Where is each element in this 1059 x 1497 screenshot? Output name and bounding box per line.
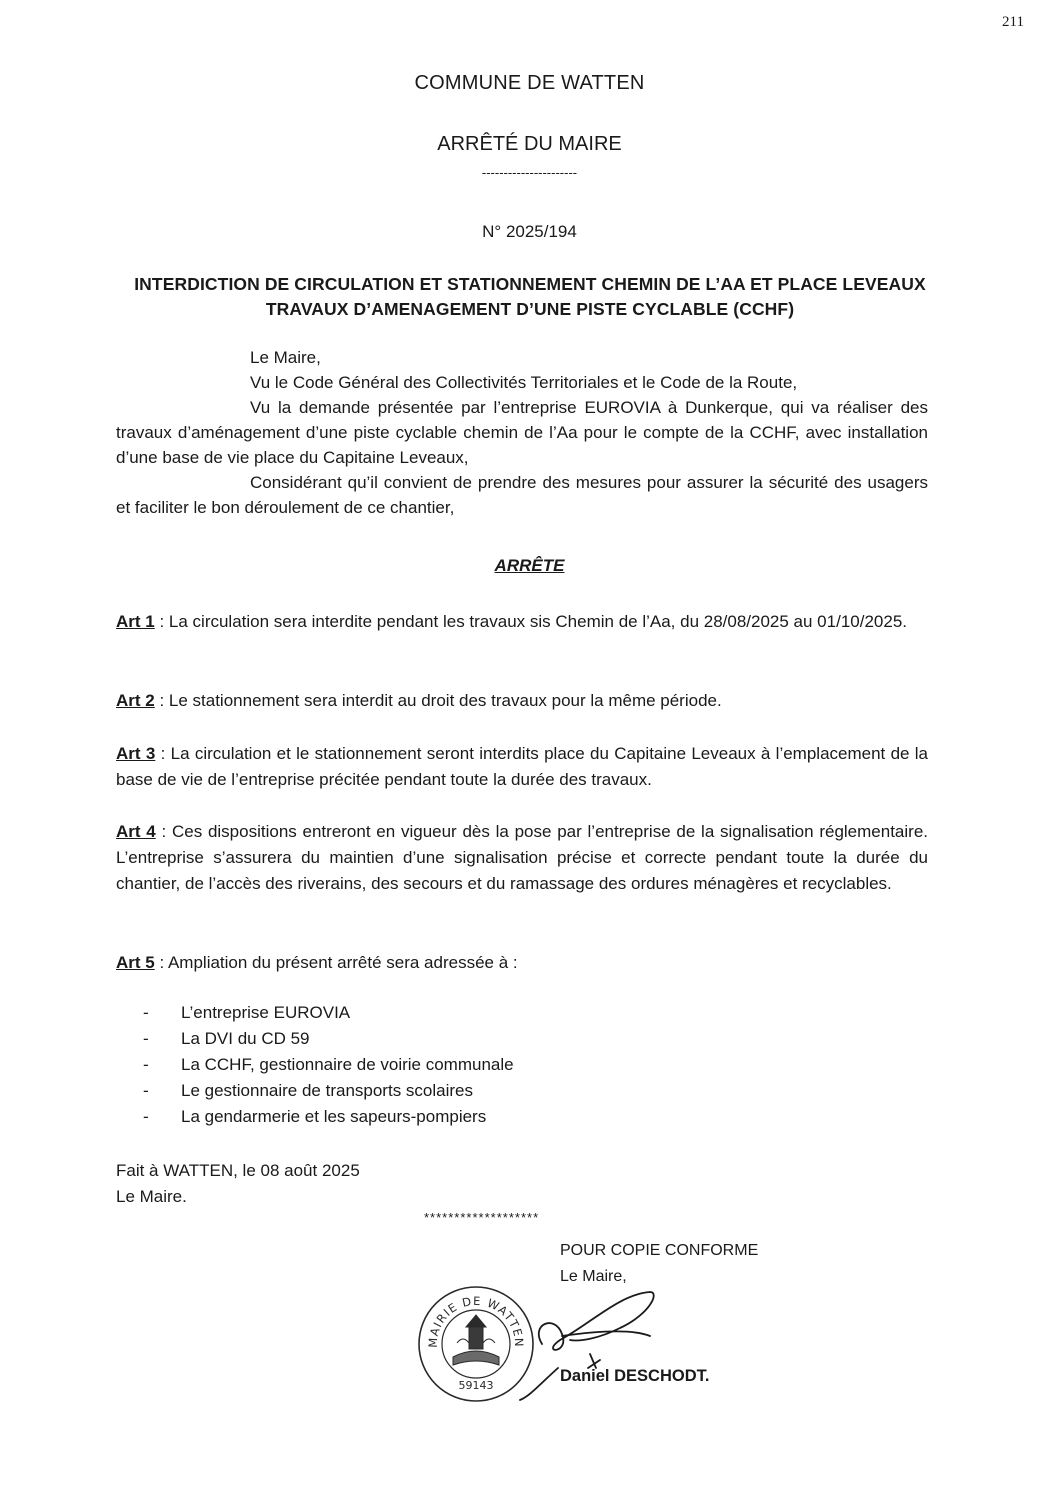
copie-maire-label: Le Maire, xyxy=(560,1268,627,1285)
article-text: : La circulation sera interdite pendant les travaux sis Chemin de l’Aa, du 28/08/2025 au 01/10/2025. xyxy=(154,612,907,631)
arrete-number: N° 2025/194 xyxy=(482,222,577,241)
certified-copy xyxy=(560,1238,758,1290)
document-title: ARRÊTÉ DU MAIRE xyxy=(437,133,622,155)
list-dash: - xyxy=(143,1081,149,1100)
recipient-text: La gendarmerie et les sapeurs-pompiers xyxy=(181,1107,487,1126)
list-item xyxy=(143,1052,514,1078)
fait-line: Fait à WATTEN, le 08 août 2025 xyxy=(116,1161,360,1180)
article-4 xyxy=(116,819,928,897)
maire-line: Le Maire. xyxy=(116,1187,187,1206)
article-text: : Ces dispositions entreront en vigueur dès la pose par l’entreprise de la signalisation réglementaire. L’entreprise s’assurera du maintien d’une signalisation précise et correcte pendant toute la durée du chantier, de l’accès des riverains, des secours et du ramassage des ordures ménagères et recyclables. xyxy=(116,822,928,893)
recipient-text: Le gestionnaire de transports scolaires xyxy=(181,1081,473,1100)
arrete-heading: ARRÊTE xyxy=(494,556,565,575)
recipient-text: La DVI du CD 59 xyxy=(181,1029,310,1048)
svg-text:MAIRIE DE WATTEN: MAIRIE DE WATTEN xyxy=(425,1293,527,1349)
svg-text:59143: 59143 xyxy=(458,1379,494,1392)
list-item xyxy=(143,1104,514,1130)
article-label: Art 2 xyxy=(116,691,155,710)
commune-heading: COMMUNE DE WATTEN xyxy=(414,72,645,94)
list-dash: - xyxy=(143,1003,149,1022)
article-text: : Ampliation du présent arrêté sera adressée à : xyxy=(154,953,518,972)
recipient-list xyxy=(143,1000,514,1130)
article-text: : La circulation et le stationnement seront interdits place du Capitaine Leveaux à l’emplacement de la base de vie de l’entreprise précitée pendant toute la durée des travaux. xyxy=(116,744,929,789)
copie-conforme-label: POUR COPIE CONFORME xyxy=(560,1242,759,1259)
list-item xyxy=(143,1078,514,1104)
list-item xyxy=(143,1026,514,1052)
preamble-vu-demande: Vu la demande présentée par l’entreprise EUROVIA à Dunkerque, qui va réaliser des travaux d’aménagement d’une piste cyclable chemin de l’Aa pour le compte de la CCHF, avec installation d’une base de vie place du Capitaine Leveaux, xyxy=(116,398,928,467)
list-dash: - xyxy=(143,1055,149,1074)
recipient-text: La CCHF, gestionnaire de voirie communale xyxy=(181,1055,514,1074)
signatory-name: Daniel DESCHODT. xyxy=(560,1367,710,1385)
preamble xyxy=(116,345,928,520)
list-dash: - xyxy=(143,1107,149,1126)
subject-line-2: TRAVAUX D’AMENAGEMENT D’UNE PISTE CYCLABLE (CCHF) xyxy=(265,299,795,319)
article-text: : Le stationnement sera interdit au droit des travaux pour la même période. xyxy=(154,691,722,710)
recipient-text: L’entreprise EUROVIA xyxy=(181,1003,351,1022)
article-2 xyxy=(116,688,928,714)
page-number: 211 xyxy=(1002,14,1024,30)
preamble-considerant: Considérant qu’il convient de prendre des mesures pour assurer la sécurité des usagers et faciliter le bon déroulement de ce chantier, xyxy=(116,473,928,517)
list-dash: - xyxy=(143,1029,149,1048)
article-5 xyxy=(116,950,928,976)
title-separator: ---------------------- xyxy=(481,165,578,180)
subject-line-1: INTERDICTION DE CIRCULATION ET STATIONNEMENT CHEMIN DE L’AA ET PLACE LEVEAUX xyxy=(134,274,926,294)
preamble-maire: Le Maire, xyxy=(250,348,321,367)
article-label: Art 3 xyxy=(116,744,156,763)
place-date xyxy=(116,1158,360,1210)
article-label: Art 1 xyxy=(116,612,155,631)
preamble-vu-code: Vu le Code Général des Collectivités Territoriales et le Code de la Route, xyxy=(250,373,798,392)
article-1 xyxy=(116,609,928,635)
article-label: Art 5 xyxy=(116,953,155,972)
article-3 xyxy=(116,741,928,793)
arrete-subject xyxy=(110,272,950,322)
article-label: Art 4 xyxy=(116,822,156,841)
list-item xyxy=(143,1000,514,1026)
mayor-signature-icon xyxy=(500,1284,680,1404)
star-separator: ******************* xyxy=(424,1210,540,1225)
